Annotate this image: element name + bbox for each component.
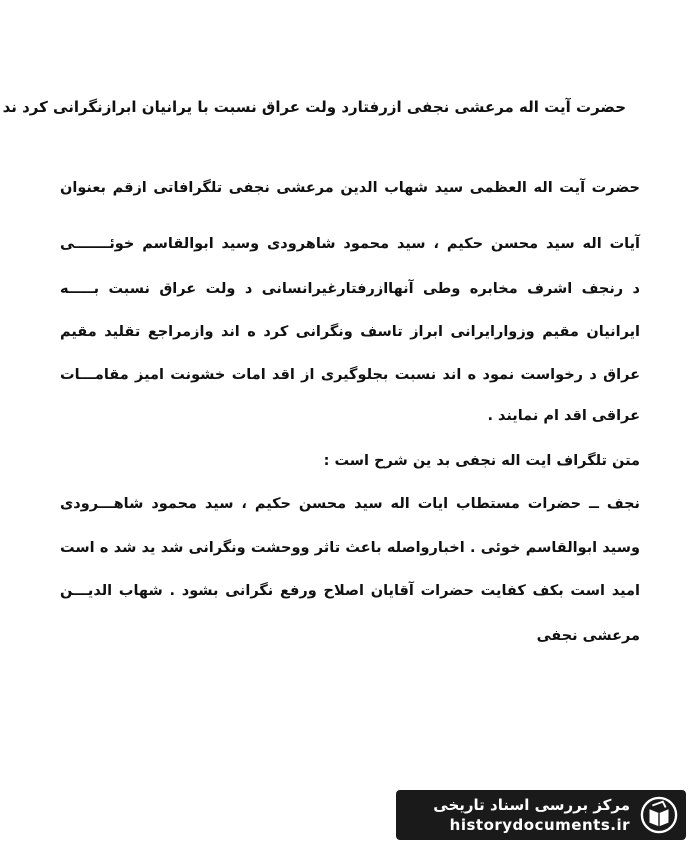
watermark-text	[433, 795, 630, 835]
body-line-1: حضرت آیت اله العظمی سید شهاب الدین مرعشی نجفی تلگرافاتی ازقم بعنوان	[60, 180, 640, 196]
body-line-9: وسید ابوالقاسم خوئی . اخبارواصله باعث تاثر ووحشت ونگرانی شد ید شد ه است	[60, 540, 640, 556]
body-line-3: د رنجف اشرف مخابره وطی آنهاازرفتارغیرانسانی د ولت عراق نسبت بـــــه	[60, 281, 640, 297]
body-line-8: نجف ــ حضرات مستطاب ایات اله سید محسن حکیم ، سید محمود شاهـــرودی	[60, 496, 640, 512]
body-line-11: مرعشی نجفی	[536, 628, 640, 644]
book-logo-icon	[640, 796, 678, 834]
watermark-title: مرکز بررسی اسناد تاریخی	[433, 796, 630, 814]
body-line-7: متن تلگراف ایت اله نجفی بد ین شرح است :	[323, 453, 640, 469]
body-line-4: ایرانیان مقیم وزوارایرانی ابراز تاسف ونگرانی کرد ه اند وازمراجع تقلید مقیم	[60, 324, 640, 340]
watermark-banner	[396, 790, 686, 840]
document-heading: حضرت آیت اله مرعشی نجفی ازرفتارد ولت عراق نسبت با یرانیان ابرازنگرانی کرد ند	[2, 98, 626, 116]
watermark-url: historydocuments.ir	[449, 816, 630, 834]
body-line-5: عراق د رخواست نمود ه اند نسبت بجلوگیری از اقد امات خشونت امیز مقامـــات	[60, 367, 640, 383]
body-line-10: امید است بکف کفایت حضرات آقایان اصلاح ورفع نگرانی بشود . شهاب الدیـــن	[60, 583, 640, 599]
body-line-6: عراقی اقد ام نمایند .	[487, 408, 640, 424]
body-line-2: آیات اله سید محسن حکیم ، سید محمود شاهرودی وسید ابوالقاسم خوئـــــــی	[60, 236, 640, 252]
